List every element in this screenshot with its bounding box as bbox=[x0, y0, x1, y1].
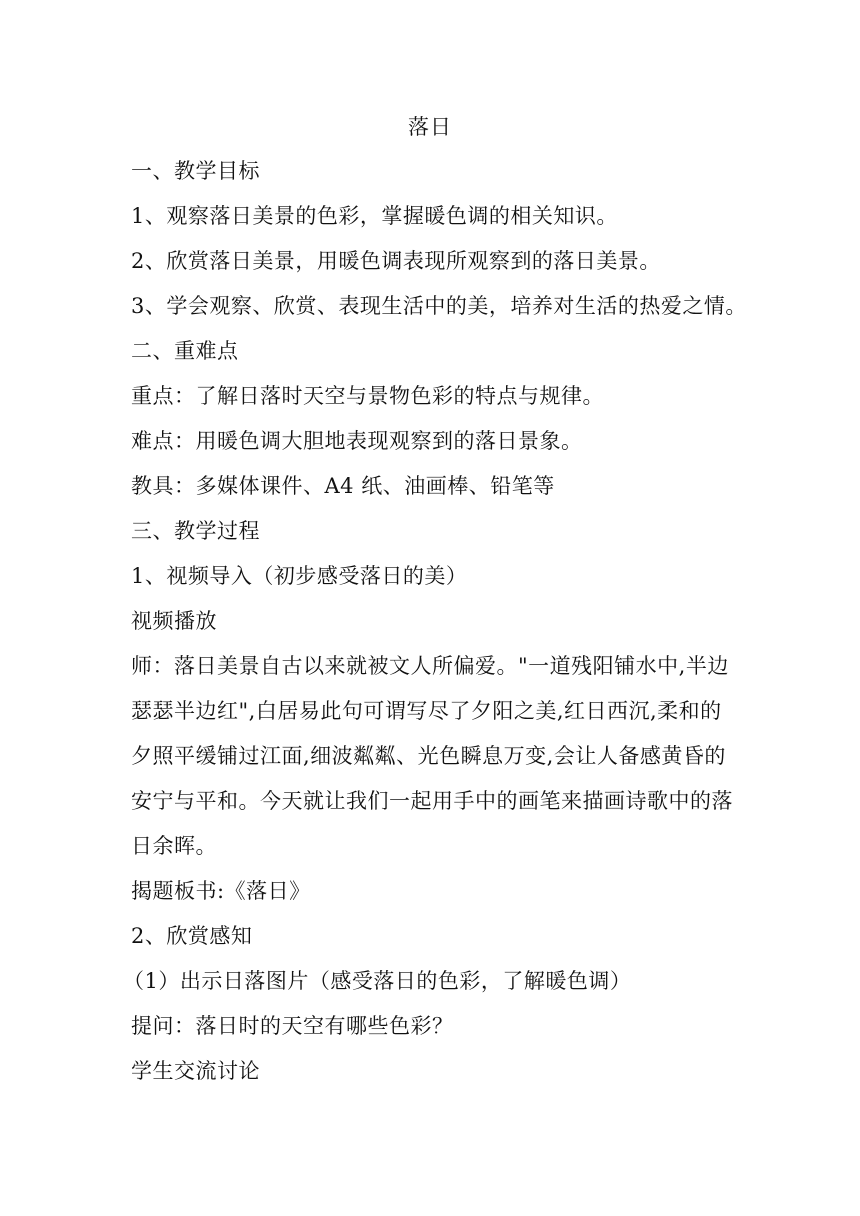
objective-item-2: 2、欣赏落日美景，用暖色调表现所观察到的落日美景。 bbox=[131, 249, 661, 273]
paragraph-line: 夕照平缓铺过江面,细波粼粼、光色瞬息万变,会让人备感黄昏的 bbox=[131, 744, 726, 768]
objective-item-1: 1、观察落日美景的色彩，掌握暖色调的相关知识。 bbox=[131, 204, 618, 228]
sub-step-1: （1）出示日落图片（感受落日的色彩，了解暖色调） bbox=[123, 969, 632, 993]
process-step-1: 1、视频导入（初步感受落日的美） bbox=[131, 564, 468, 588]
objective-item-3: 3、学会观察、欣赏、表现生活中的美，培养对生活的热爱之情。 bbox=[131, 294, 747, 318]
paragraph-line: 日余晖。 bbox=[131, 834, 217, 858]
teaching-tools-line: 教具：多媒体课件、A4 纸、油画棒、铅笔等 bbox=[131, 474, 555, 498]
document-body bbox=[123, 156, 747, 1101]
video-play-line: 视频播放 bbox=[131, 609, 217, 633]
key-point-line: 重点：了解日落时天空与景物色彩的特点与规律。 bbox=[131, 384, 604, 408]
paragraph-line: 安宁与平和。今天就让我们一起用手中的画笔来描画诗歌中的落 bbox=[131, 789, 733, 813]
board-title-line: 揭题板书:《落日》 bbox=[131, 879, 311, 903]
section-heading-process: 三、教学过程 bbox=[131, 519, 260, 543]
document-title: 落日 bbox=[408, 115, 452, 139]
teacher-paragraph bbox=[131, 651, 746, 861]
difficulty-line: 难点：用暖色调大胆地表现观察到的落日景象。 bbox=[131, 429, 583, 453]
section-heading-objectives: 一、教学目标 bbox=[131, 159, 260, 183]
paragraph-line: 瑟瑟半边红",白居易此句可谓写尽了夕阳之美,红日西沉,柔和的 bbox=[131, 699, 722, 723]
paragraph-line: 师：落日美景自古以来就被文人所偏爱。"一道残阳铺水中,半边 bbox=[131, 654, 729, 678]
question-line: 提问：落日时的天空有哪些色彩？ bbox=[131, 1014, 454, 1038]
section-heading-key-points: 二、重难点 bbox=[131, 339, 239, 363]
process-step-2: 2、欣赏感知 bbox=[131, 924, 253, 948]
student-discussion-line: 学生交流讨论 bbox=[131, 1059, 260, 1083]
